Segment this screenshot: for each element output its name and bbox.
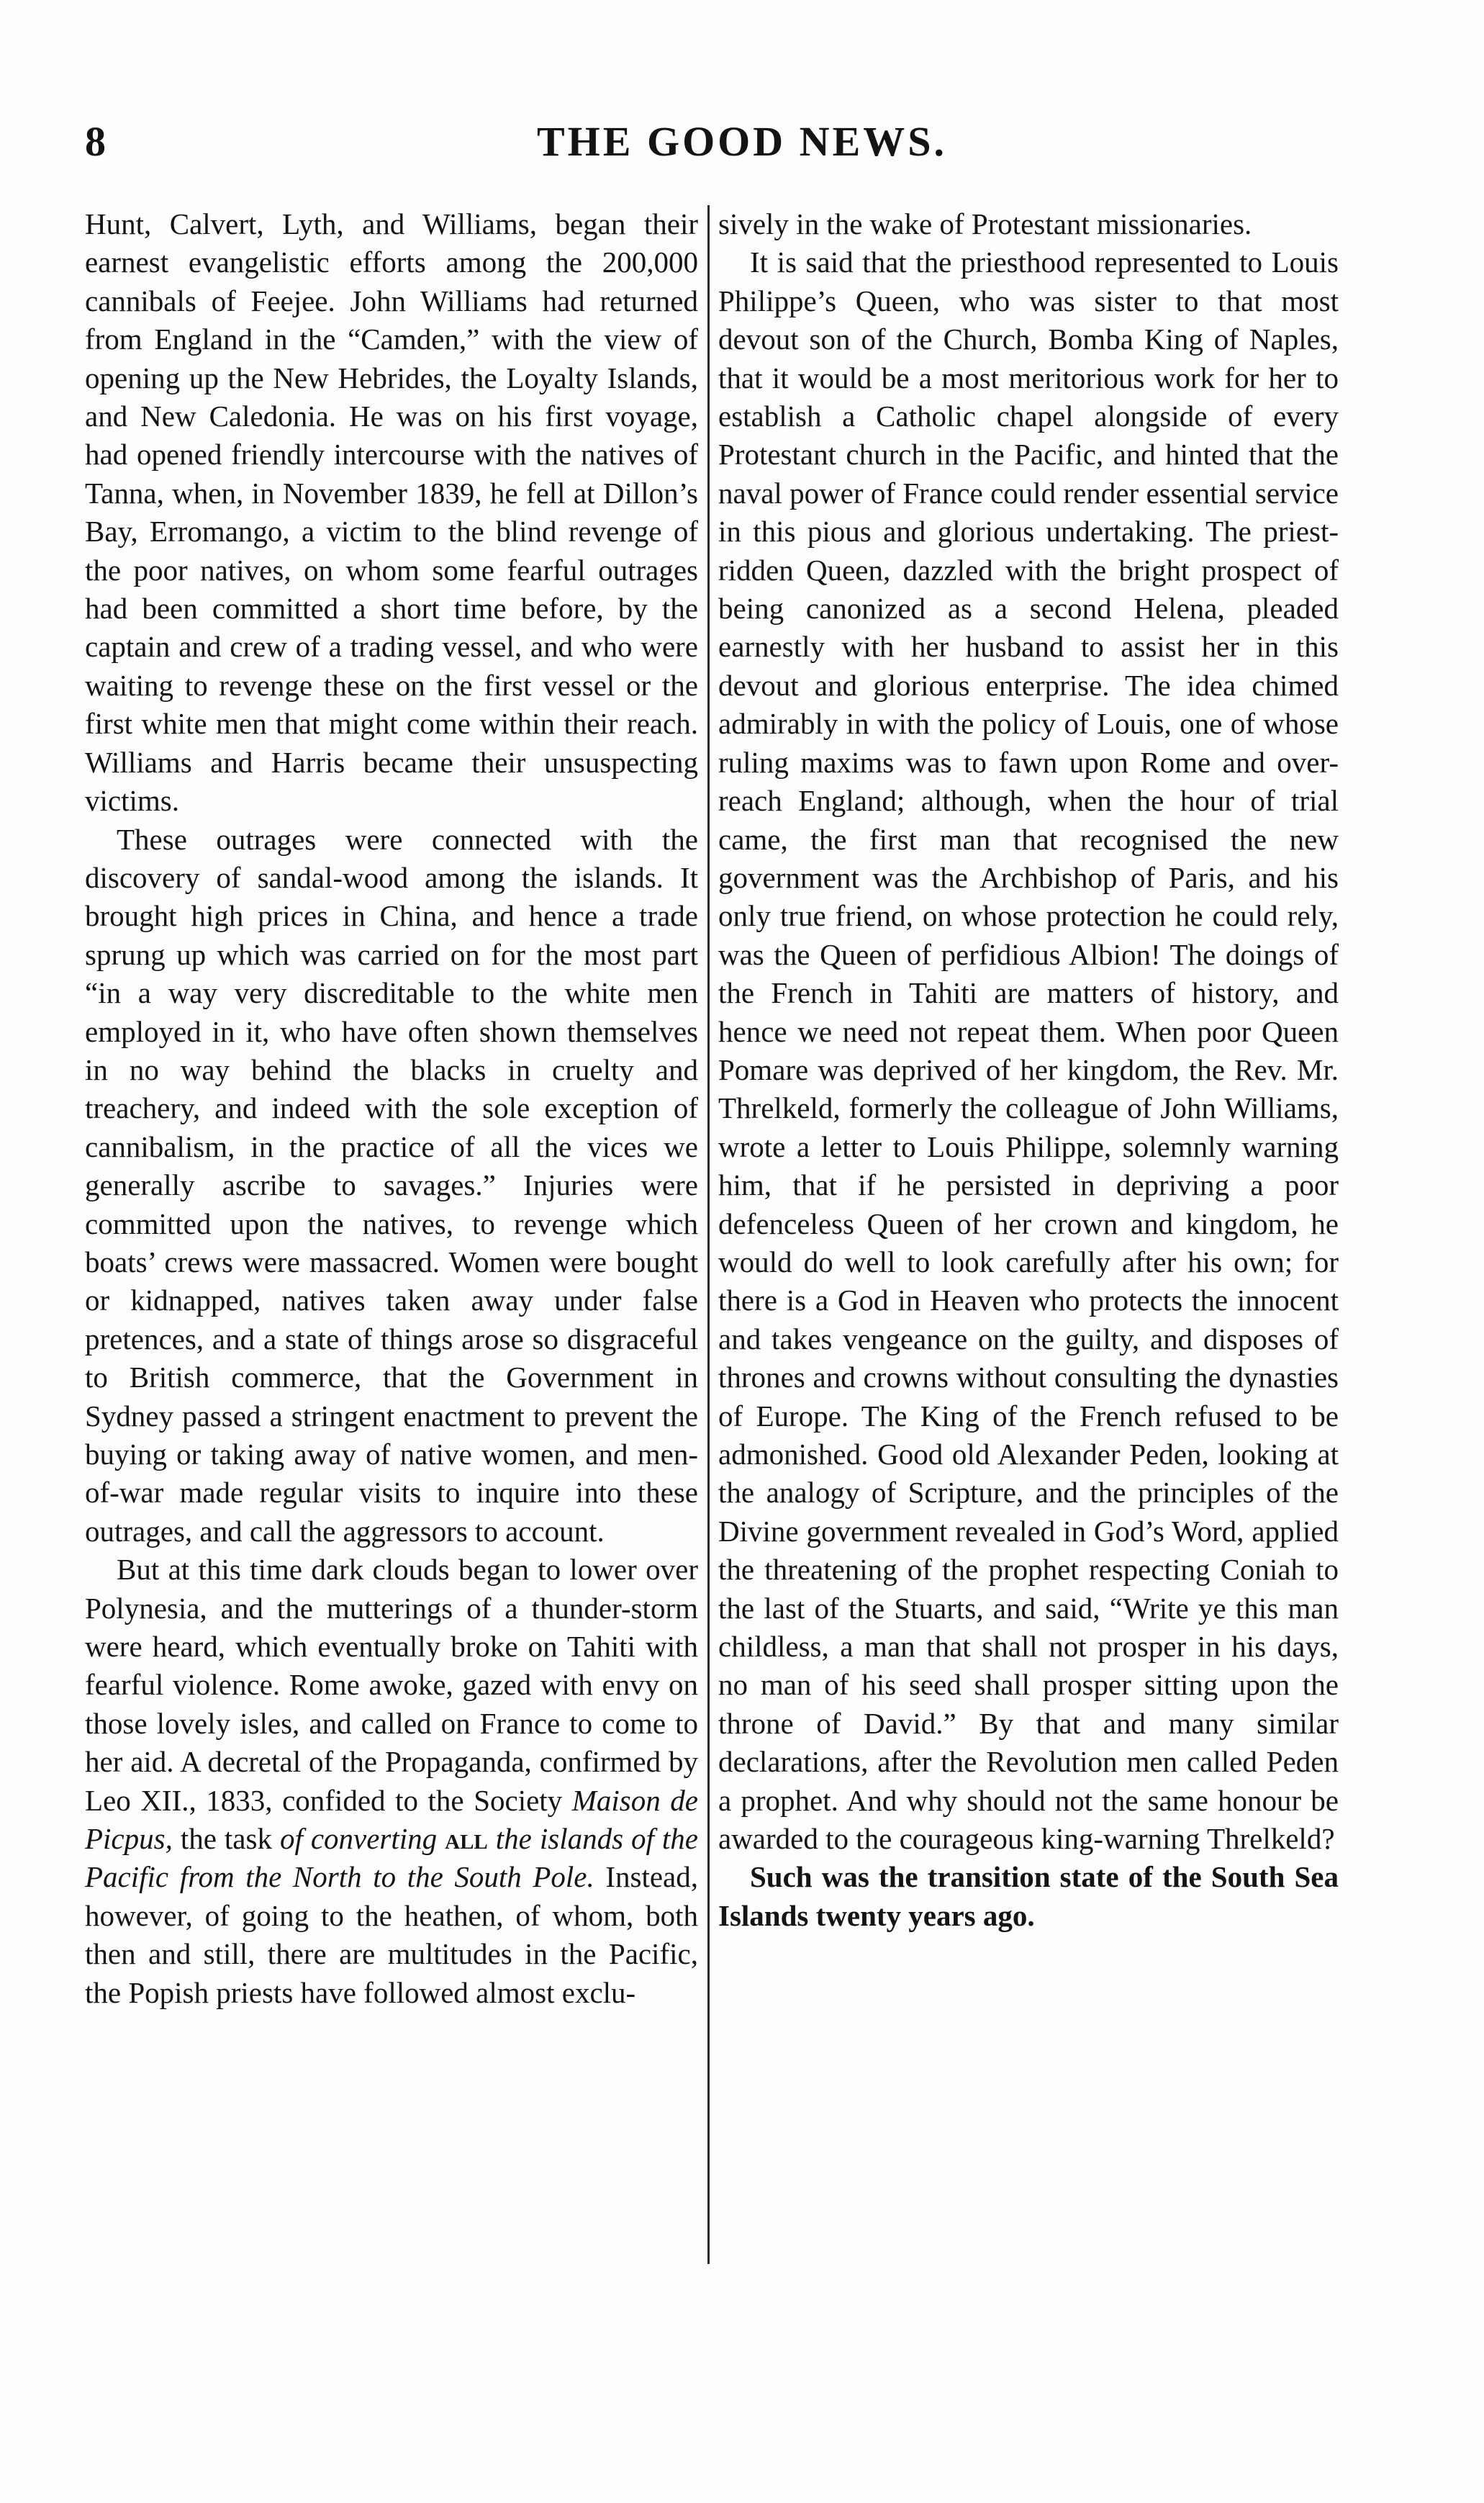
left-paragraph-3-part-b: the task [172, 1822, 280, 1856]
page-number: 8 [85, 118, 106, 165]
society-name: Maison de Picpus, [85, 1783, 698, 1856]
left-paragraph-1: Hunt, Calvert, Lyth, and Williams, began their earnest evangelistic efforts among the 200,000 cannibals of Feejee. John Williams had returned from England in the “Camden,” with the view of opening up the New Hebrides, the Loyalty Islands, and New Caledonia. He was on his first voyage, had opened friendly intercourse with the natives of Tanna, when, in November 1839, he fell at Dillon’s Bay, Erromango, a victim to the blind revenge of the poor natives, on whom some fearful outrages had been committed a short time before, by the captain and crew of a trading vessel, and who were waiting to revenge these on the first vessel or the first white men that might come within their reach. Williams and Harris became their unsuspecting victims. [85, 207, 698, 818]
left-paragraph-3 [85, 1551, 698, 2012]
right-paragraph-2: It is said that the priesthood represented to Louis Philippe’s Queen, who was sister to that most devout son of the Church, Bomba King of Naples, that it would be a most meritorious work for her to establish a Catholic chapel alongside of every Protestant church in the Pacific, and hinted that the naval power of France could render essential service in this pious and glorious undertaking. The priest-ridden Queen, dazzled with the bright prospect of being canonized as a second Helena, pleaded earnestly with her husband to assist her in this devout and glorious enterprise. The idea chimed admirably in with the policy of Louis, one of whose ruling maxims was to fawn upon Rome and over-reach England; although, when the hour of trial came, the first man that recognised the new government was the Archbishop of Paris, and his only true friend, on whose protection he could rely, was the Queen of perfidious Albion! The doings of the French in Tahiti are matters of history, and hence we need not repeat them. When poor Queen Pomare was deprived of her kingdom, the Rev. Mr. Threlkeld, formerly the colleague of John Williams, wrote a letter to Louis Philippe, solemnly warning him, that if he persisted in depriving a poor defenceless Queen of her crown and kingdom, he would do well to look carefully after his own; for there is a God in Heaven who protects the innocent and takes vengeance on the guilty, and disposes of thrones and crowns without consulting the dynasties of Europe. The King of the French refused to be admonished. Good old Alexander Peden, looking at the analogy of Scripture, and the principles of the Divine government revealed in God’s Word, applied the threatening of the prophet respecting Coniah to the last of the Stuarts, and said, “Write ye this man childless, a man that shall not prosper in his days, no man of his seed shall prosper sitting upon the throne of David.” By that and many similar declarations, after the Revolution men called Peden a prophet. And why should not the same honour be awarded to the courageous king-warning Threlkeld? [718, 245, 1339, 1856]
left-paragraph-3-part-a: But at this time dark clouds began to lower over Polynesia, and the mutterings of a thunder-storm were heard, which eventually broke on Tahiti with fearful violence. Rome awoke, gazed with envy on those lovely isles, and called on France to come to her aid. A decretal of the Propaganda, confirmed by Leo XII., 1833, confided to the Society [85, 1553, 698, 1817]
left-paragraph-3-part-c: Instead, however, of going to the heathen, of whom, both then and still, there are multitudes in the Pacific, the Popish priests have followed almost exclu- [85, 1860, 698, 2009]
all-emphasis: all [445, 1822, 488, 1856]
left-column [85, 205, 698, 2012]
right-paragraph-3: Such was the transition state of the South Sea Islands twenty years ago. [718, 1860, 1339, 1932]
task-phrase-start: of converting [279, 1822, 445, 1856]
column-divider [707, 205, 710, 2264]
right-paragraph-1: sively in the wake of Protestant missionaries. [718, 207, 1252, 240]
left-paragraph-2: These outrages were connected with the discovery of sandal-wood among the islands. It brought high prices in China, and hence a trade sprung up which was carried on for the most part “in a way very discreditable to the white men employed in it, who have often shown themselves in no way behind the blacks in cruelty and treachery, and indeed with the sole exception of cannibalism, in the practice of all the vices we generally ascribe to savages.” Injuries were committed upon the natives, to revenge which boats’ crews were massacred. Women were bought or kidnapped, natives taken away under false pretences, and a state of things arose so disgraceful to British commerce, that the Government in Sydney passed a stringent enactment to prevent the buying or taking away of native women, and men-of-war made regular visits to inquire into these outrages, and call the aggressors to account. [85, 822, 698, 1548]
running-head: THE GOOD NEWS. [536, 118, 948, 165]
right-column [718, 205, 1339, 1935]
task-phrase-end: the islands of the Pacific from the North to the South Pole. [85, 1822, 698, 1894]
